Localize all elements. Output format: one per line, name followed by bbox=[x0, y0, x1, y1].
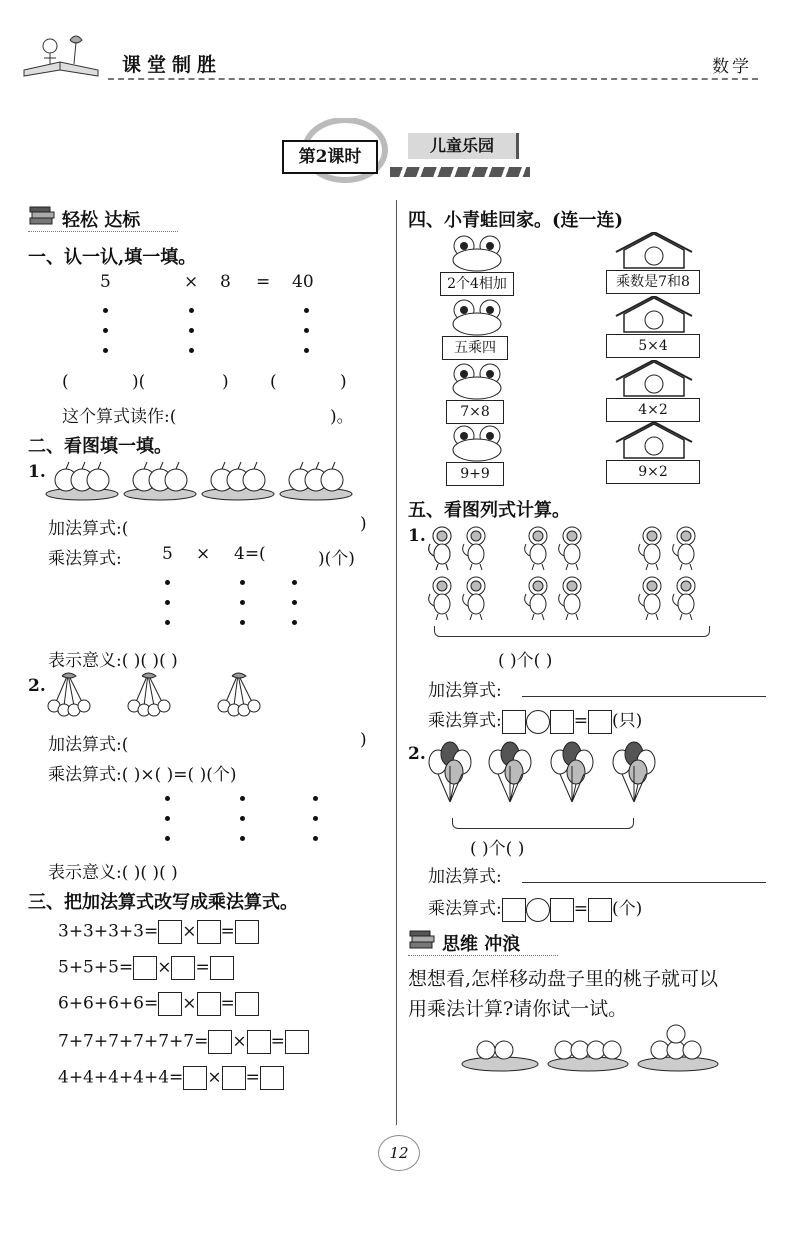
frog-1[interactable] bbox=[440, 232, 514, 296]
header-divider bbox=[108, 78, 758, 80]
q2-p2-dot-col-1 bbox=[165, 796, 171, 842]
frog-icon bbox=[440, 232, 514, 272]
q1-expr-a: 5 bbox=[100, 272, 111, 292]
monkeys-image bbox=[428, 524, 712, 624]
answer-box[interactable] bbox=[502, 710, 526, 734]
answer-box[interactable] bbox=[133, 956, 157, 980]
q3-row-3: 6+6+6+6= × = bbox=[58, 992, 259, 1016]
q5-p2-add-label: 加法算式: bbox=[428, 867, 502, 887]
answer-box[interactable] bbox=[183, 1066, 207, 1090]
q1-expr-eq: = bbox=[256, 272, 271, 292]
q2-p2-add-label: 加法算式:( bbox=[48, 735, 129, 755]
frog-icon bbox=[440, 296, 514, 336]
q3-row-4-expr: 7+7+7+7+7+7= bbox=[58, 1031, 209, 1052]
q5-p1-add-line[interactable] bbox=[522, 696, 766, 697]
q5-p2-num: 2. bbox=[408, 744, 426, 764]
q3-row-1-expr: 3+3+3+3= bbox=[58, 921, 159, 942]
q3-row-1: 3+3+3+3= × = bbox=[58, 920, 259, 944]
lesson-topic: 儿童乐园 bbox=[408, 133, 519, 159]
q1-blank-1-close[interactable]: )( bbox=[132, 372, 146, 392]
q2-p2-meaning[interactable]: 表示意义:( )( )( ) bbox=[48, 863, 178, 883]
house-icon bbox=[606, 232, 702, 270]
house-1[interactable] bbox=[606, 232, 702, 296]
think-line-1: 想想看,怎样移动盘子里的桃子就可以 bbox=[408, 968, 719, 990]
q1-blank-2-close[interactable]: ) bbox=[222, 372, 229, 392]
header-title: 课堂制胜 bbox=[122, 54, 223, 76]
q1-expr-b: 8 bbox=[220, 272, 231, 292]
header-logo bbox=[20, 30, 102, 80]
q5-p2-brace bbox=[452, 818, 634, 829]
house-icon bbox=[606, 422, 702, 460]
q2-p1-mul-a: 5 bbox=[162, 544, 173, 564]
q1-title: 一、认一认,填一填。 bbox=[28, 247, 197, 268]
operator-circle[interactable] bbox=[526, 710, 550, 734]
q1-dot-col-1 bbox=[103, 308, 109, 356]
frog-icon bbox=[440, 422, 514, 462]
q1-dot-col-3 bbox=[304, 308, 310, 356]
q1-dot-col-2 bbox=[189, 308, 195, 356]
q3-row-2: 5+5+5= × = bbox=[58, 956, 234, 980]
answer-box[interactable] bbox=[197, 920, 221, 944]
q2-p2-mul-line[interactable]: 乘法算式:( )×( )=( )(个) bbox=[48, 765, 237, 785]
answer-box[interactable] bbox=[260, 1066, 284, 1090]
q5-p1-num: 1. bbox=[408, 526, 426, 546]
answer-box[interactable] bbox=[285, 1030, 309, 1054]
q2-p1-meaning[interactable]: 表示意义:( )( )( ) bbox=[48, 651, 178, 671]
house-icon bbox=[606, 296, 702, 334]
q5-p2-unit: (个) bbox=[611, 899, 643, 919]
q2-p1-mul-times: × bbox=[196, 544, 211, 564]
cherries-image bbox=[46, 670, 276, 718]
frog-label: 7×8 bbox=[446, 400, 504, 424]
answer-box[interactable] bbox=[158, 992, 182, 1016]
q2-p2-dot-col-3 bbox=[313, 796, 319, 842]
section-think-underline bbox=[408, 955, 558, 956]
frog-label: 9+9 bbox=[446, 462, 504, 486]
house-2[interactable] bbox=[606, 296, 702, 360]
q3-row-4: 7+7+7+7+7+7= × = bbox=[58, 1030, 309, 1054]
q2-p1-add-label: 加法算式:( bbox=[48, 519, 129, 539]
q2-p2-dot-col-2 bbox=[240, 796, 246, 842]
q5-p2-mul-label: 乘法算式: bbox=[428, 899, 502, 919]
frog-label: 五乘四 bbox=[442, 336, 508, 360]
q1-blank-3-close[interactable]: ) bbox=[340, 372, 347, 392]
q2-p1-dot-col-1 bbox=[165, 580, 171, 626]
house-label: 9×2 bbox=[606, 460, 700, 484]
books-icon bbox=[28, 206, 56, 228]
q3-row-5-expr: 4+4+4+4+4= bbox=[58, 1067, 184, 1088]
q3-row-2-expr: 5+5+5= bbox=[58, 957, 134, 978]
house-label: 5×4 bbox=[606, 334, 700, 358]
q2-p1-num: 1. bbox=[28, 462, 46, 482]
frog-3[interactable] bbox=[440, 360, 514, 424]
q3-row-5: 4+4+4+4+4= × = bbox=[58, 1066, 284, 1090]
answer-box[interactable] bbox=[210, 956, 234, 980]
section-easy-underline bbox=[28, 231, 178, 232]
q5-p1-add-label: 加法算式: bbox=[428, 681, 502, 701]
q1-read-label: 这个算式读作:( bbox=[62, 407, 177, 427]
answer-box[interactable] bbox=[208, 1030, 232, 1054]
q2-p1-dot-col-2 bbox=[240, 580, 246, 626]
q2-p1-dot-col-3 bbox=[292, 580, 298, 626]
house-3[interactable] bbox=[606, 360, 702, 424]
operator-circle[interactable] bbox=[526, 898, 550, 922]
q2-p2-num: 2. bbox=[28, 676, 46, 696]
frog-4[interactable] bbox=[440, 422, 514, 486]
column-divider bbox=[396, 200, 397, 1125]
header-subject: 数学 bbox=[712, 57, 752, 77]
q5-p2-brace-text[interactable]: ( )个( ) bbox=[470, 839, 525, 859]
answer-box[interactable] bbox=[158, 920, 182, 944]
frog-2[interactable] bbox=[440, 296, 514, 360]
q1-expr-result: 40 bbox=[292, 272, 314, 292]
q3-title: 三、把加法算式改写成乘法算式。 bbox=[28, 892, 298, 913]
answer-box[interactable] bbox=[235, 920, 259, 944]
q5-title: 五、看图列式计算。 bbox=[408, 500, 570, 521]
answer-box[interactable] bbox=[550, 898, 574, 922]
answer-box[interactable] bbox=[588, 898, 612, 922]
q5-p1-mul-label: 乘法算式: bbox=[428, 711, 502, 731]
lesson-stripe bbox=[390, 167, 530, 177]
answer-box[interactable] bbox=[222, 1066, 246, 1090]
balloons-image bbox=[428, 740, 668, 816]
house-4[interactable] bbox=[606, 422, 702, 486]
think-line-2: 用乘法计算?请你试一试。 bbox=[408, 998, 628, 1020]
lesson-number: 第2课时 bbox=[282, 140, 378, 174]
answer-box[interactable] bbox=[171, 956, 195, 980]
q5-p1-brace-text[interactable]: ( )个( ) bbox=[498, 651, 553, 671]
q1-blank-1-open: ( bbox=[62, 372, 69, 392]
q1-read-end[interactable]: )。 bbox=[330, 407, 354, 427]
house-label: 乘数是7和8 bbox=[606, 270, 700, 294]
frog-label: 2个4相加 bbox=[440, 272, 514, 296]
q5-p1-brace bbox=[434, 626, 710, 637]
q5-p2-mul-row: 乘法算式: = (个) bbox=[428, 894, 642, 922]
books-icon bbox=[408, 930, 436, 952]
apple-plates-image bbox=[44, 458, 360, 502]
q5-p2-add-line[interactable] bbox=[522, 882, 766, 883]
answer-box[interactable] bbox=[588, 710, 612, 734]
q1-expr-times: × bbox=[184, 272, 199, 292]
answer-box[interactable] bbox=[502, 898, 526, 922]
answer-box[interactable] bbox=[235, 992, 259, 1016]
house-label: 4×2 bbox=[606, 398, 700, 422]
q2-p1-mul-unit[interactable]: )(个) bbox=[318, 549, 355, 569]
q4-title: 四、小青蛙回家。(连一连) bbox=[408, 210, 624, 231]
frog-icon bbox=[440, 360, 514, 400]
q1-blank-3-open: ( bbox=[270, 372, 277, 392]
q5-p1-mul-row: 乘法算式: = (只) bbox=[428, 706, 642, 734]
q3-row-3-expr: 6+6+6+6= bbox=[58, 993, 159, 1014]
peach-plates-image bbox=[460, 1020, 724, 1076]
answer-box[interactable] bbox=[247, 1030, 271, 1054]
answer-box[interactable] bbox=[197, 992, 221, 1016]
q2-p1-add-end[interactable]: ) bbox=[360, 514, 367, 534]
section-easy-title: 轻松 达标 bbox=[62, 210, 141, 231]
q5-p1-unit: (只) bbox=[611, 711, 643, 731]
q2-title: 二、看图填一填。 bbox=[28, 436, 172, 457]
q2-p1-mul-label: 乘法算式: bbox=[48, 549, 122, 569]
section-think-title: 思维 冲浪 bbox=[442, 934, 521, 955]
house-icon bbox=[606, 360, 702, 398]
page-number: 12 bbox=[378, 1135, 420, 1171]
answer-box[interactable] bbox=[550, 710, 574, 734]
q2-p1-mul-b[interactable]: 4=( bbox=[234, 544, 266, 564]
q2-p2-add-end[interactable]: ) bbox=[360, 730, 367, 750]
